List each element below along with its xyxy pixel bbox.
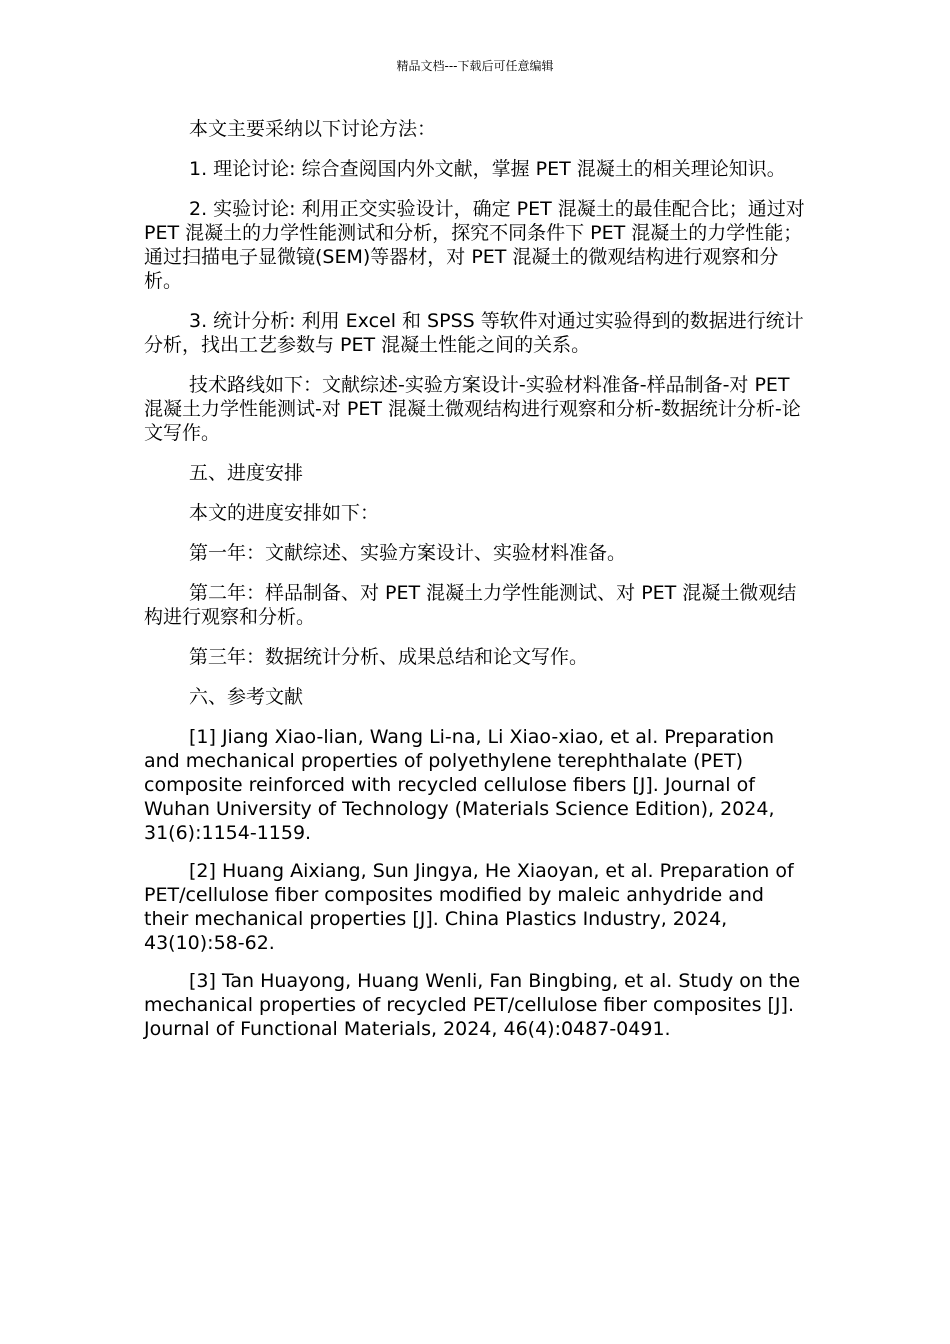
intro-methods-paragraph: 本文主要采纳以下讨论方法： [189, 118, 437, 140]
year-two-paragraph: 第二年：样品制备、对 PET 混凝土力学性能测试、对 PET 混凝土微观结构进行观察和分析。 [144, 582, 797, 628]
document-body [144, 117, 806, 1055]
page-header: 精品文档---下载后可任意编辑 [396, 59, 554, 73]
schedule-intro-paragraph: 本文的进度安排如下： [189, 502, 380, 524]
theory-discussion-paragraph: 1. 理论讨论: 综合查阅国内外文献，掌握 PET 混凝土的相关理论知识。 [189, 158, 786, 180]
experiment-discussion-paragraph: 2. 实验讨论: 利用正交实验设计，确定 PET 混凝土的最佳配合比；通过对 PET 混凝土的力学性能测试和分析，探究不同条件下 PET 混凝土的力学性能；通过扫描电子显微镜(SEM)等器材，对 PET 混凝土的微观结构进行观察和分析。 [144, 198, 805, 292]
reference-item: [2] Huang Aixiang, Sun Jingya, He Xiaoyan, et al. Preparation of PET/cellulose fiber composites modified by maleic anhydride and their mechanical properties [J]. China Plastics Industry, 2024, 43(10):58-62. [144, 860, 794, 954]
technical-route-paragraph: 技术路线如下：文献综述-实验方案设计-实验材料准备-样品制备-对 PET 混凝土力学性能测试-对 PET 混凝土微观结构进行观察和分析-数据统计分析-论文写作。 [144, 374, 801, 444]
reference-item: [1] Jiang Xiao-lian, Wang Li-na, Li Xiao-xiao, et al. Preparation and mechanical properties of polyethylene terephthalate (PET) composite reinforced with recycled cellulose fibers [J]. Journal of Wuhan University of Technology (Materials Science Edition), 2024, 31(6):1154-1159. [144, 726, 775, 844]
year-three-paragraph: 第三年：数据统计分析、成果总结和论文写作。 [189, 646, 589, 668]
year-one-paragraph: 第一年：文献综述、实验方案设计、实验材料准备。 [189, 542, 627, 564]
schedule-heading: 五、进度安排 [189, 462, 304, 484]
statistical-analysis-paragraph: 3. 统计分析: 利用 Excel 和 SPSS 等软件对通过实验得到的数据进行统计分析，找出工艺参数与 PET 混凝土性能之间的关系。 [144, 310, 804, 356]
references-heading: 六、参考文献 [189, 686, 304, 708]
reference-item: [3] Tan Huayong, Huang Wenli, Fan Bingbing, et al. Study on the mechanical properties of recycled PET/cellulose fiber composites [J]. Journal of Functional Materials, 2024, 46(4):0487-0491. [144, 970, 801, 1040]
